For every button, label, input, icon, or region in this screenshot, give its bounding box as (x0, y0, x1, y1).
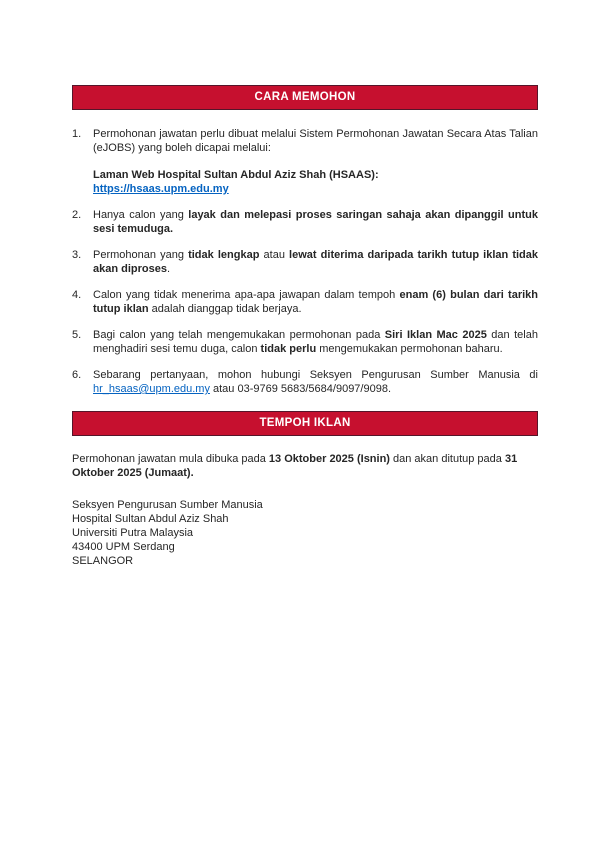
text-run: atau 03-9769 5683/5684/9097/9098. (209, 383, 392, 395)
list-item-text (93, 368, 538, 396)
tempoh-iklan-paragraph (72, 452, 538, 480)
cara-memohon-banner (72, 85, 538, 110)
text-run: Laman Web Hospital Sultan Abdul Aziz Shah (HSAAS): (93, 169, 379, 181)
tempoh-iklan-banner (72, 411, 538, 436)
list-item-text (93, 328, 538, 356)
text-run: Permohonan jawatan mula dibuka pada (72, 453, 269, 465)
text-run: mengemukakan permohonan baharu. (316, 343, 503, 355)
document-content (72, 85, 538, 568)
text-run: Permohonan yang (93, 249, 189, 261)
text-run: layak dan melepasi proses saringan sahaja akan dipanggil untuk sesi temuduga. (93, 209, 538, 235)
list-item-text (93, 248, 538, 276)
paragraph (93, 288, 538, 316)
text-run: 13 Oktober 2025 (Isnin) (268, 453, 390, 465)
address-line: SELANGOR (72, 555, 134, 567)
text-run: Siri Iklan Mac 2025 (384, 329, 487, 341)
list-item-number: 1. (72, 128, 82, 140)
cara-memohon-banner-title: CARA MEMOHON (254, 91, 356, 103)
paragraph (93, 328, 538, 356)
list-item (72, 328, 538, 356)
list-item-text (93, 288, 538, 316)
address-line: Seksyen Pengurusan Sumber Manusia (72, 499, 263, 511)
text-run: Bagi calon yang telah mengemukakan permohonan pada (93, 329, 385, 341)
address-line: Universiti Putra Malaysia (72, 527, 194, 539)
paragraph (93, 182, 538, 196)
paragraph (93, 168, 538, 182)
paragraph (93, 208, 538, 236)
list-item-number: 4. (72, 289, 82, 301)
paragraph (93, 248, 538, 276)
list-item-number: 6. (72, 369, 82, 381)
cara-memohon-list (72, 127, 538, 396)
list-item-number: 5. (72, 329, 82, 341)
tempoh-iklan-banner-title: TEMPOH IKLAN (259, 417, 351, 429)
address-line: Hospital Sultan Abdul Aziz Shah (72, 513, 229, 525)
text-run: Permohonan jawatan perlu dibuat melalui Sistem Permohonan Jawatan Secara Atas Talian (eJOBS) yang boleh dicapai melalui: (93, 128, 538, 154)
text-run: dan telah menghadiri sesi temu duga, calon (93, 329, 538, 355)
text-run: 31 Oktober 2025 (Jumaat). (72, 453, 518, 479)
list-item-number: 3. (72, 249, 82, 261)
list-item-number: 2. (72, 209, 82, 221)
text-run: dan akan ditutup pada (389, 453, 505, 465)
text-run: enam (6) bulan dari tarikh tutup iklan (93, 289, 538, 315)
text-run: Hanya calon yang (93, 209, 189, 221)
text-run: Sebarang pertanyaan, mohon hubungi Seksyen Pengurusan Sumber Manusia di (93, 369, 538, 381)
text-run: atau (259, 249, 290, 261)
paragraph (93, 368, 538, 396)
list-item (72, 248, 538, 276)
hr-email-link[interactable]: hr_hsaas@upm.edu.my (93, 383, 210, 395)
list-item (72, 127, 538, 196)
text-run: tidak perlu (260, 343, 317, 355)
list-item (72, 368, 538, 396)
text-run: adalah dianggap tidak berjaya. (148, 303, 302, 315)
list-item-text (93, 127, 538, 196)
list-item-text (93, 208, 538, 236)
text-run: tidak lengkap (188, 249, 260, 261)
text-run: lewat diterima daripada tarikh tutup iklan tidak akan diproses (93, 249, 539, 275)
hsaas-website-link[interactable]: https://hsaas.upm.edu.my (93, 183, 229, 195)
address-line: 43400 UPM Serdang (72, 541, 175, 553)
paragraph (93, 127, 538, 155)
text-run: Calon yang tidak menerima apa-apa jawapan dalam tempoh (93, 289, 400, 301)
text-run: . (166, 263, 171, 275)
list-item (72, 288, 538, 316)
hr-address-block (72, 498, 538, 568)
list-item (72, 208, 538, 236)
